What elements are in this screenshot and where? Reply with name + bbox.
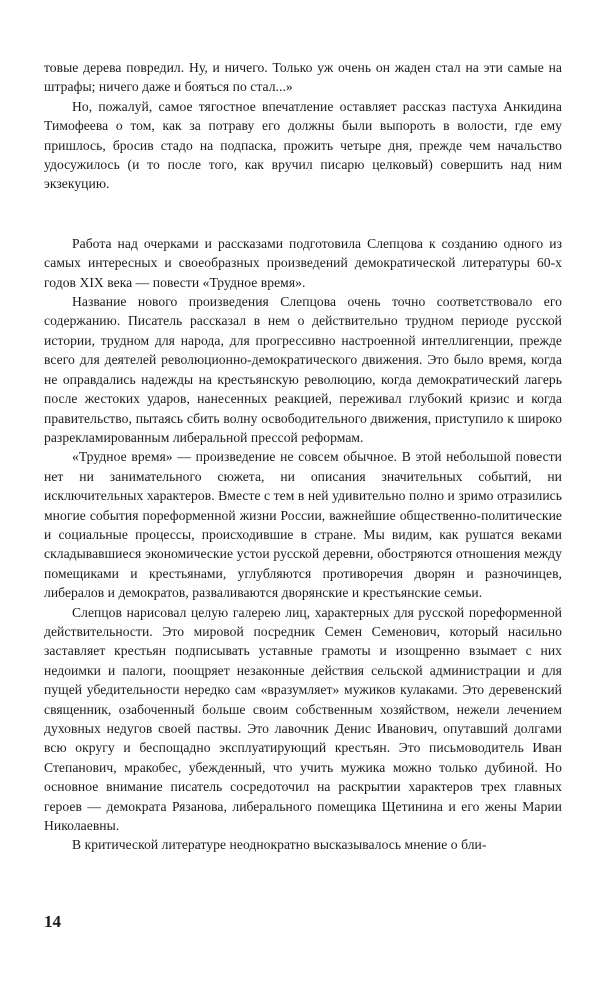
paragraph-intro-hard-time: Работа над очерками и рассказами подготовила Слепцова к созданию одного из самых интересных и своеобразных произведений демократической литературы 60-х годов XIX века — повести «Трудное время». — [44, 235, 562, 290]
paragraph-title-meaning: Название нового произведения Слепцова очень точно соответствовало его содержанию. Писатель рассказал в нем о действительно трудном периоде русской истории, трудном для народа, для прогрессивно настроенной интеллигенции, прежде всего для деятелей революционно-демократического движения. Это было время, когда не оправдались надежды на крестьянскую революцию, когда демократический лагерь после жестоких ударов, нанесенных реакцией, переживал глубокий кризис и когда правительство, пытаясь сбить волну освободительного движения, приступило к широко разрекламированным либеральной прессой реформам. — [44, 294, 562, 445]
page-body — [44, 58, 562, 855]
section-break — [44, 194, 562, 234]
paragraph-continuation: товые дерева повредил. Ну, и ничего. Только уж очень он жаден стал на эти самые на штрафы; ничего даже и бояться по стал...» — [44, 60, 562, 95]
paragraph-gallery: Слепцов нарисовал целую галерею лиц, характерных для русской пореформенной действительности. Это мировой посредник Семен Семенович, который насильно заставляет крестьян подписывать уставные грамоты и изощренно взымает с них недоимки и палоги, поощряет незаконные действия сельской администрации и для пущей убедительности нередко сам «вразумляет» мужиков кулаками. Это деревенский священник, озабоченный больше своим собственным хозяйством, нежели лечением духовных недугов своей паствы. Это лавочник Денис Иванович, опутавший долгами всю округу и беспощадно эксплуатирующий крестьян. Это письмоводитель Иван Степанович, мракобес, убежденный, что учить мужика можно только дубиной. Но основное внимание писатель сосредоточил на раскрытии характеров трех главных героев — демократа Рязанова, либерального помещика Щетинина и его жены Марии Николаевны. — [44, 604, 562, 834]
paragraph-critical-literature: В критической литературе неоднократно высказывалось мнение о бли- — [72, 837, 487, 853]
paragraph-unusual-work: «Трудное время» — произведение не совсем обычное. В этой небольшой повести нет ни занимательного сюжета, ни описания значительных событий, ни исключительных характеров. Вместе с тем в ней удивительно полно и зримо отразились многие события пореформенной жизни России, важнейшие общественно-политические и социальные процессы, происходившие в стране. Мы видим, как рушатся веками складывавшиеся экономические устои русской деревни, обостряются отношения между помещиками и крестьянами, углубляются противоречия дворян и разночинцев, либералов и демократов, разваливаются дворянские и крестьянские семьи. — [44, 449, 562, 601]
page-number: 14 — [44, 912, 61, 931]
paragraph-anikidin: Но, пожалуй, самое тягостное впечатление оставляет рассказ пастуха Анкидина Тимофеева о том, как за потраву его должны были выпороть в волости, где ему пришлось, бросив стадо на подпаска, прожить четыре дня, прежде чем начальство удосужилось (и то после того, как вручил писарю целковый) совершить над ним экзекуцию. — [44, 98, 562, 192]
